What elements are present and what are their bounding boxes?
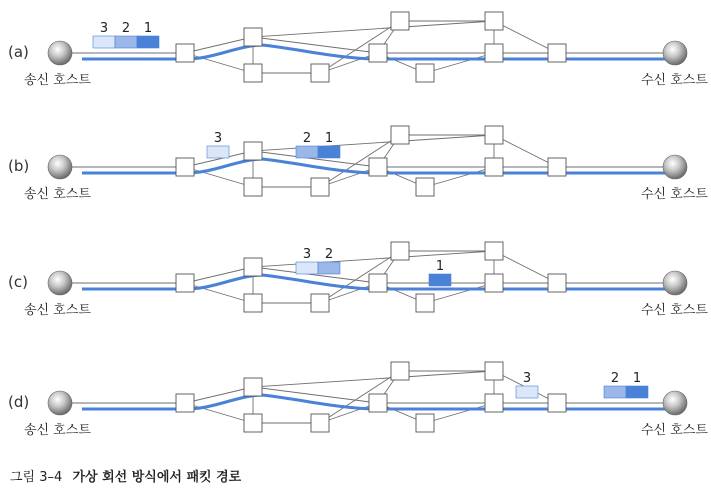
panel-label: (a) <box>8 43 29 61</box>
figure-number: 그림 3–4 <box>10 470 63 485</box>
receiver-host-icon <box>663 391 687 415</box>
network-link <box>425 403 494 423</box>
router-node <box>485 44 503 62</box>
packet-number: 3 <box>302 247 312 262</box>
router-node <box>244 378 262 396</box>
packet-3 <box>207 146 229 158</box>
packet-number: 2 <box>302 131 312 146</box>
panel-b <box>8 126 708 202</box>
router-node <box>176 394 194 412</box>
router-node <box>416 64 434 82</box>
packet-1 <box>318 146 340 158</box>
packet-number: 3 <box>522 371 532 386</box>
sender-host-icon <box>48 155 72 179</box>
receiver-host-label: 수신 호스트 <box>641 187 708 202</box>
network-link <box>253 371 494 387</box>
network-link <box>253 251 494 267</box>
network-link <box>185 53 253 73</box>
packet-3 <box>296 262 318 274</box>
figure-caption <box>10 466 241 485</box>
panel-label: (c) <box>8 273 28 291</box>
network-link <box>253 21 494 37</box>
router-node <box>548 394 566 412</box>
network-link <box>185 403 253 423</box>
panel-label: (b) <box>8 157 30 175</box>
packet-number: 1 <box>143 21 153 36</box>
router-node <box>416 294 434 312</box>
router-node <box>485 242 503 260</box>
router-node <box>416 178 434 196</box>
router-node <box>311 64 329 82</box>
packet-number: 2 <box>324 247 334 262</box>
router-node <box>244 142 262 160</box>
packet-number: 3 <box>99 21 109 36</box>
receiver-host-label: 수신 호스트 <box>641 303 708 318</box>
router-node <box>548 274 566 292</box>
panel-a <box>8 12 708 88</box>
packet-1 <box>429 274 451 286</box>
router-node <box>485 12 503 30</box>
router-node <box>369 158 387 176</box>
router-node <box>176 274 194 292</box>
network-link <box>425 167 494 187</box>
receiver-host-icon <box>663 271 687 295</box>
router-node <box>485 126 503 144</box>
packet-number: 1 <box>435 259 445 274</box>
sender-host-icon <box>48 41 72 65</box>
router-node <box>244 258 262 276</box>
router-node <box>485 158 503 176</box>
sender-host-label: 송신 호스트 <box>24 73 91 88</box>
receiver-host-icon <box>663 41 687 65</box>
router-node <box>244 414 262 432</box>
router-node <box>369 394 387 412</box>
network-link <box>494 251 557 283</box>
network-link <box>185 283 253 303</box>
packet-2 <box>604 386 626 398</box>
router-node <box>485 362 503 380</box>
packet-number: 2 <box>610 371 620 386</box>
network-link <box>185 387 253 403</box>
router-node <box>391 362 409 380</box>
router-node <box>548 44 566 62</box>
sender-host-label: 송신 호스트 <box>24 303 91 318</box>
receiver-host-label: 수신 호스트 <box>641 73 708 88</box>
packet-1 <box>137 36 159 48</box>
network-link <box>253 135 494 151</box>
packet-number: 1 <box>632 371 642 386</box>
receiver-host-icon <box>663 155 687 179</box>
router-node <box>176 158 194 176</box>
router-node <box>485 274 503 292</box>
router-node <box>485 394 503 412</box>
packet-2 <box>318 262 340 274</box>
router-node <box>244 28 262 46</box>
router-node <box>369 274 387 292</box>
receiver-host-label: 수신 호스트 <box>641 423 708 438</box>
network-link <box>185 37 253 53</box>
packet-number: 2 <box>121 21 131 36</box>
network-link <box>185 167 253 187</box>
router-node <box>548 158 566 176</box>
router-node <box>416 414 434 432</box>
packet-1 <box>626 386 648 398</box>
packet-number: 3 <box>213 131 223 146</box>
panel-c <box>8 242 708 318</box>
sender-host-label: 송신 호스트 <box>24 423 91 438</box>
sender-host-icon <box>48 391 72 415</box>
router-node <box>311 294 329 312</box>
network-link <box>425 53 494 73</box>
router-node <box>244 294 262 312</box>
panel-label: (d) <box>8 393 30 411</box>
router-node <box>244 64 262 82</box>
network-link <box>185 267 253 283</box>
network-link <box>494 135 557 167</box>
sender-host-icon <box>48 271 72 295</box>
router-node <box>244 178 262 196</box>
router-node <box>311 414 329 432</box>
network-link <box>494 21 557 53</box>
packet-3 <box>93 36 115 48</box>
packet-2 <box>296 146 318 158</box>
packet-3 <box>516 386 538 398</box>
router-node <box>391 242 409 260</box>
router-node <box>311 178 329 196</box>
packet-2 <box>115 36 137 48</box>
panel-d <box>8 362 708 438</box>
figure-title: 가상 회선 방식에서 패킷 경로 <box>72 470 242 485</box>
router-node <box>391 12 409 30</box>
sender-host-label: 송신 호스트 <box>24 187 91 202</box>
router-node <box>369 44 387 62</box>
router-node <box>391 126 409 144</box>
packet-number: 1 <box>324 131 334 146</box>
router-node <box>176 44 194 62</box>
